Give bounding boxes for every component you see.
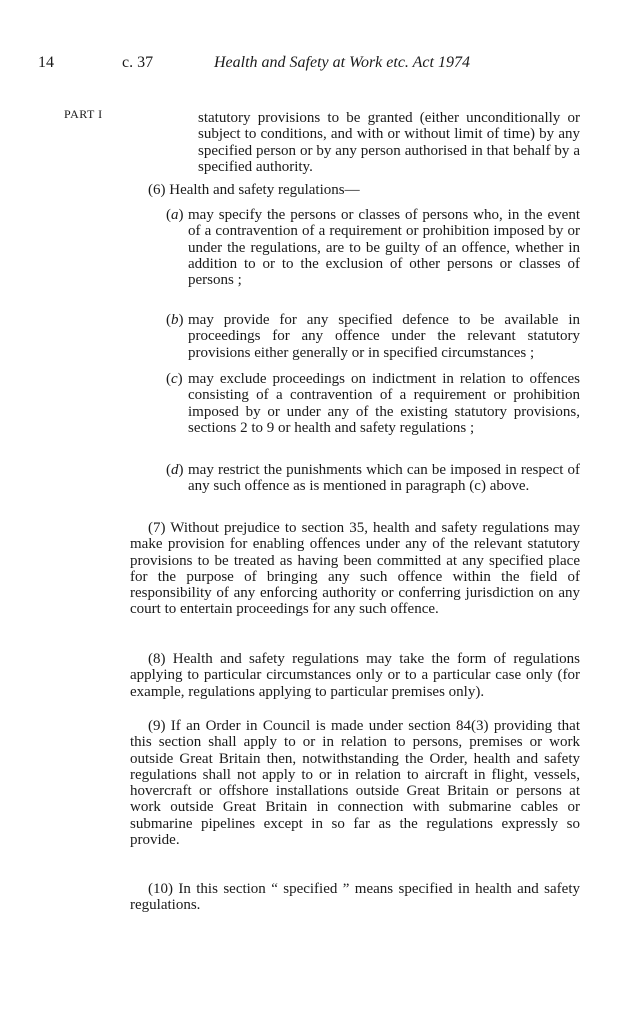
part-label: PART I: [64, 107, 103, 121]
item-text: may provide for any specified defence to be available in proceedings for any offence under the relevant statutory provisions either generally or in specified circumstances ;: [188, 312, 580, 361]
item-text: may restrict the punishments which can be imposed in respect of any such offence as is mentioned in paragraph (c) above.: [188, 462, 580, 495]
chapter-reference: c. 37: [122, 54, 154, 71]
page-number: 14: [38, 54, 54, 71]
item-label: ( a ): [166, 207, 184, 223]
item-text: may specify the persons or classes of persons who, in the event of a contravention of a requirement or prohibition imposed by or under the regulations, are to be guilty of an offence, whether in addition to or to the exclusion of other persons or classes of persons ;: [188, 207, 580, 289]
subsection-7: (7) Without prejudice to section 35, health and safety regulations may make provision for enabling offences under any of the relevant statutory provisions to be treated as having been committed at any specified place for the purpose of bringing any such offence within the field of responsibility of any enforcing authority or conferring jurisdiction on any court to entertain proceedings for any such offence.: [130, 520, 580, 618]
act-title: Health and Safety at Work etc. Act 1974: [214, 54, 470, 71]
continuation-paragraph: statutory provisions to be granted (either unconditionally or subject to conditions, and with or without limit of time) by any specified person or by any person authorised in that behalf by a specified authority.: [198, 110, 580, 175]
item-label: ( d ): [166, 462, 184, 478]
subsection-6-intro: (6) Health and safety regulations—: [148, 182, 360, 198]
item-text: may exclude proceedings on indictment in relation to offences consisting of a contravention of a requirement or prohibition imposed by or under any of the existing statutory provisions, sections 2 to 9 or health and safety regulations ;: [188, 371, 580, 436]
subsection-10: (10) In this section “ specified ” means specified in health and safety regulations.: [130, 881, 580, 914]
running-header: [0, 54, 638, 74]
item-label: ( b ): [166, 312, 184, 328]
subsection-8: (8) Health and safety regulations may take the form of regulations applying to particular circumstances only or to a particular case only (for example, regulations applying to particular premises only).: [130, 651, 580, 700]
item-label: ( c ): [166, 371, 183, 387]
subsection-9: (9) If an Order in Council is made under section 84(3) providing that this section shall apply to or in relation to persons, premises or work outside Great Britain then, notwithstanding the Order, health and safety regulations shall not apply to or in relation to aircraft in flight, vessels, hovercraft or offshore installations outside Great Britain or persons at work outside Great Britain in connection with submarine cables or submarine pipelines except in so far as the regulations expressly so provide.: [130, 718, 580, 849]
